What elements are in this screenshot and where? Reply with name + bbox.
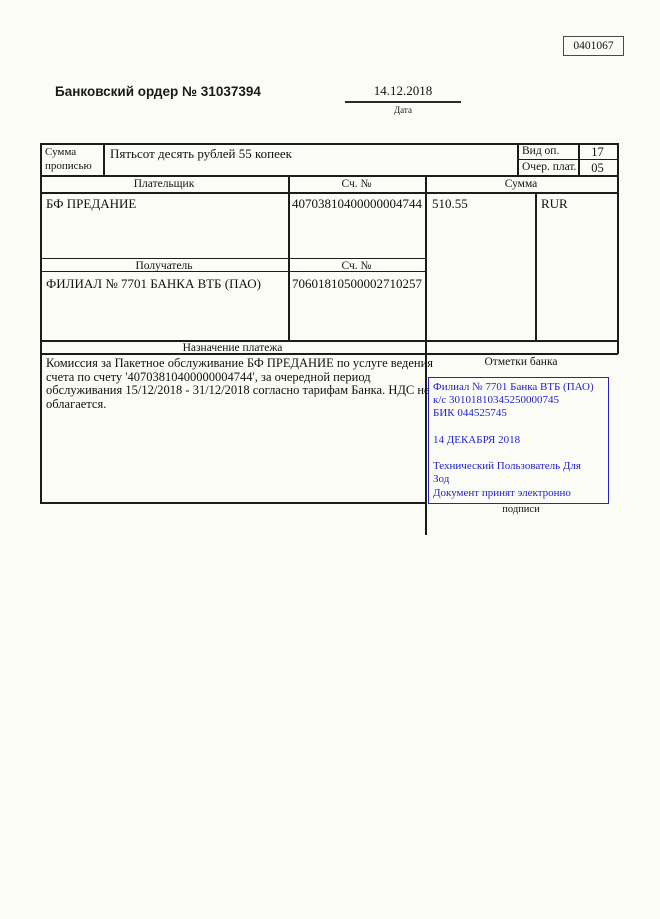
payee-header: Получатель: [135, 260, 193, 272]
stamp-corr-account: к/с 30101810345250000745: [433, 394, 560, 407]
payee-account: 70601810500002710257: [292, 276, 422, 291]
payment-priority-label: Очер. плат.: [522, 161, 577, 173]
purpose-bottomline: [40, 502, 426, 504]
payee-account-header: Сч. №: [341, 260, 372, 272]
date-label: Дата: [394, 105, 412, 115]
date-block: [345, 83, 461, 115]
date-value: 14.12.2018: [345, 83, 461, 103]
optype-left-divider: [517, 143, 519, 176]
sum-col-divider: [425, 175, 427, 535]
table-left-border: [40, 143, 42, 503]
payer-header-underline: [40, 192, 618, 194]
payer-name: БФ ПРЕДАНИЕ: [46, 196, 137, 211]
sumwords-divider: [103, 143, 105, 176]
amount-in-words-value: Пятьсот десять рублей 55 копеек: [110, 146, 292, 161]
payer-account-header: Сч. №: [341, 178, 372, 190]
bank-stamp: [428, 377, 609, 504]
stamp-operator-line1: Технический Пользователь Для: [433, 460, 581, 473]
amount-value: 510.55: [432, 196, 468, 211]
payer-account: 40703810400000004744: [292, 196, 422, 211]
stamp-bank-name: Филиал № 7701 Банка ВТБ (ПАО): [433, 381, 594, 393]
amount-header: Сумма: [504, 178, 538, 190]
payment-priority-value: 05: [591, 161, 604, 175]
form-code-box: [563, 36, 624, 56]
amount-in-words-label: Сумма прописью: [45, 146, 92, 172]
signatures-label: подписи: [502, 504, 540, 515]
stamp-date: 14 ДЕКАБРЯ 2018: [433, 433, 521, 446]
operation-type-value: 17: [591, 145, 604, 159]
purpose-header: Назначение платежа: [182, 342, 283, 354]
payee-header-topline: [40, 258, 425, 259]
currency-code: RUR: [541, 196, 568, 211]
row1-bottom-border: [40, 175, 618, 177]
form-code: 0401067: [573, 40, 614, 52]
stamp-accepted-note: Документ принят электронно: [433, 486, 571, 499]
stamp-blank-line: [433, 421, 604, 434]
stamp-bik: БИК 044525745: [433, 407, 507, 420]
document-title: Банковский ордер № 31037394: [55, 84, 261, 99]
stamp-operator-line2: Зод: [433, 473, 450, 486]
table-right-border: [617, 143, 619, 354]
payee-name: ФИЛИАЛ № 7701 БАНКА ВТБ (ПАО): [46, 276, 261, 291]
bank-marks-header: Отметки банка: [484, 356, 558, 368]
payer-header: Плательщик: [133, 178, 195, 190]
purpose-text: Комиссия за Пакетное обслуживание БФ ПРЕДАНИЕ по услуге ведения счета по счету '40703810400000004744', за очередной период обслуживания 15/12/2018 - 31/12/2018 согласно тарифам Банка. НДС не облагается.: [46, 356, 434, 411]
operation-type-label: Вид оп.: [522, 145, 560, 157]
account-col-divider: [288, 175, 290, 341]
stamp-blank-line: [433, 447, 604, 460]
currency-divider: [535, 193, 537, 341]
